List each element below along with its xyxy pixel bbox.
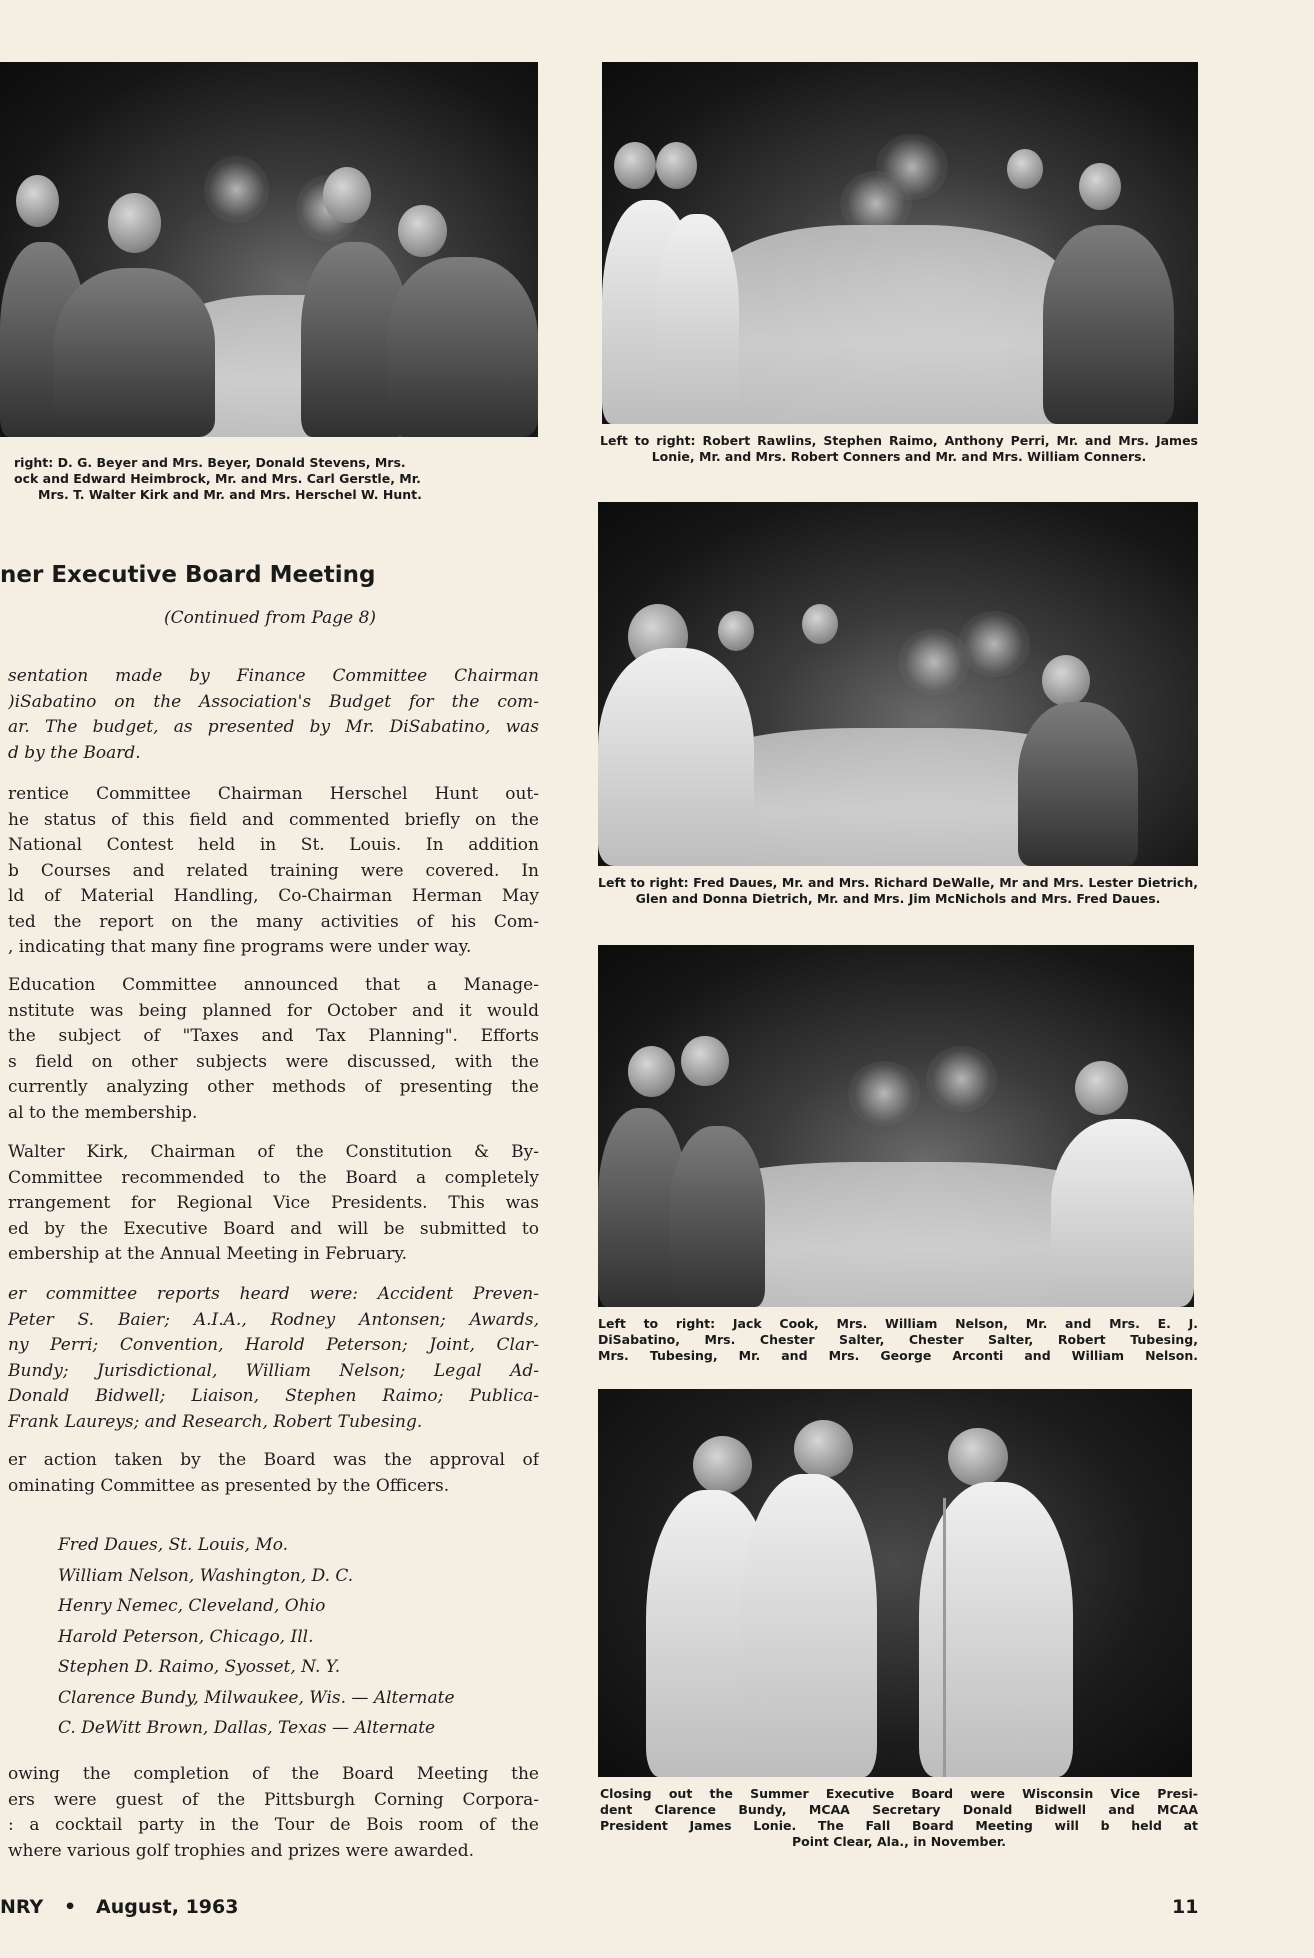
nominee-item: William Nelson, Washington, D. C. [58,1565,354,1586]
photo-board-officers [598,1389,1192,1777]
caption-photo4: Left to right: Jack Cook, Mrs. William Nelson, Mr. and Mrs. E. J. DiSabatino, Mrs. Chester Salter, Chester Salter, Robert Tubesing, Mrs. Tubesing, Mr. and Mrs. George Arconti and William Nelson. [598,1316,1198,1363]
paragraph-constitution: Walter Kirk, Chairman of the Constitution & By- Committee recommended to the Board a completely rrangement for Regional Vice Presidents. This was ed by the Executive Board and will be submitted to embership at the Annual Meeting in February. [8,1142,539,1264]
page-number: 11 [1172,1896,1199,1918]
continued-from-note: (Continued from Page 8) [163,608,377,628]
nominee-item: Fred Daues, St. Louis, Mo. [58,1535,289,1555]
photo-dinner-table-beyer [0,62,538,437]
nominee-item: Clarence Bundy, Milwaukee, Wis. — Alternate [58,1687,455,1708]
caption-photo5: Closing out the Summer Executive Board were Wisconsin Vice Presi- dent Clarence Bundy, MCAA Secretary Donald Bidwell and MCAA President James Lonie. The Fall Board Meeting will b held at Point Clear, Ala., in November. [600,1786,1198,1849]
photo-dinner-table-rawlins [602,62,1198,424]
footer-date: August, 1963 [96,1896,239,1918]
nominee-item: Harold Peterson, Chicago, Ill. [58,1626,314,1647]
article-headline: ner Executive Board Meeting [0,562,376,588]
caption-photo1: right: D. G. Beyer and Mrs. Beyer, Donald Stevens, Mrs. ock and Edward Heimbrock, Mr. and Mrs. Carl Gerstle, Mr. Mrs. T. Walter Kirk and Mr. and Mrs. Herschel W. Hunt. [14,455,422,502]
nominee-item: Stephen D. Raimo, Syosset, N. Y. [58,1657,341,1677]
paragraph-nominating: er action taken by the Board was the approval of ominating Committee as presented by the Officers. [8,1450,539,1496]
paragraph-finance: sentation made by Finance Committee Chairman )iSabatino on the Association's Budget for the com- ar. The budget, as presented by Mr. DiSabatino, was d by the Board. [8,666,539,763]
caption-photo3: Left to right: Fred Daues, Mr. and Mrs. Richard DeWalle, Mr and Mrs. Lester Dietrich, Glen and Donna Dietrich, Mr. and Mrs. Jim McNichols and Mrs. Fred Daues. [598,875,1198,906]
nominee-item: Henry Nemec, Cleveland, Ohio [58,1596,326,1616]
footer-bullet: • [64,1896,77,1918]
paragraph-closing: owing the completion of the Board Meeting the ers were guest of the Pittsburgh Corning Corpora- : a cocktail party in the Tour de Bois room of the where various golf trophies and prizes were awarded. [8,1764,539,1861]
photo-dinner-table-daues [598,502,1198,866]
paragraph-committee-reports: er committee reports heard were: Accident Preven- Peter S. Baier; A.I.A., Rodney Antonsen; Awards, ny Perri; Convention, Harold Peterson; Joint, Clar- Bundy; Jurisdictional, William Nelson; Legal Ad- Donald Bidwell; Liaison, Stephen Raimo; Publica- Frank Laureys; and Research, Robert Tubesing. [8,1284,539,1432]
nominee-list [58,1530,548,1744]
footer-magazine-name: NRY [0,1896,44,1918]
photo-dinner-table-cook [598,945,1194,1307]
nominee-item: C. DeWitt Brown, Dallas, Texas — Alternate [58,1718,436,1738]
caption-photo2: Left to right: Robert Rawlins, Stephen Raimo, Anthony Perri, Mr. and Mrs. James Lonie, Mr. and Mrs. Robert Conners and Mr. and Mrs. William Conners. [600,433,1198,464]
paragraph-apprentice: rentice Committee Chairman Herschel Hunt out- he status of this field and commented briefly on the National Contest held in St. Louis. In addition b Courses and related training were covered. In ld of Material Handling, Co-Chairman Herman May ted the report on the many activities of his Com- , indicating that many fine programs were under way. [8,784,539,957]
paragraph-education: Education Committee announced that a Manage- nstitute was being planned for October and it would the subject of "Taxes and Tax Planning". Efforts s field on other subjects were discussed, with the currently analyzing other methods of presenting the al to the membership. [8,975,539,1123]
